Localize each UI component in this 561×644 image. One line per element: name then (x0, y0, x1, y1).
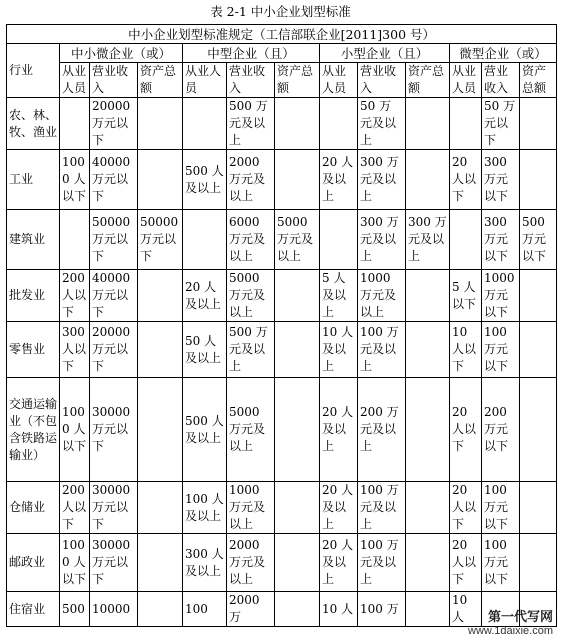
value-cell: 5 人及以上 (320, 270, 358, 322)
subheader-cell: 营业收入 (90, 63, 138, 98)
table-body (7, 98, 557, 627)
value-cell (275, 378, 320, 482)
subheader-cell: 资产总额 (275, 63, 320, 98)
value-cell (138, 322, 183, 378)
industry-cell: 批发业 (7, 270, 60, 322)
subheader-cell: 从业人员 (183, 63, 227, 98)
value-cell: 20 人以下 (450, 534, 482, 592)
group-header-medium: 中型企业（且） (183, 44, 320, 63)
value-cell: 20 人以下 (450, 482, 482, 534)
value-cell (138, 378, 183, 482)
value-cell: 300 万元及以上 (406, 210, 450, 270)
value-cell: 1000 万元及以上 (227, 482, 275, 534)
value-cell: 1000 万元以下 (482, 270, 520, 322)
table-row (7, 378, 557, 482)
subheader-cell: 营业收入 (227, 63, 275, 98)
value-cell (406, 592, 450, 627)
value-cell: 200 人以下 (60, 270, 90, 322)
industry-cell: 交通运输业（不包含铁路运输业） (7, 378, 60, 482)
value-cell: 40000 万元以下 (90, 150, 138, 210)
value-cell: 10 人 (450, 592, 482, 627)
value-cell (406, 378, 450, 482)
value-cell: 10 人 (320, 592, 358, 627)
subheader-cell: 从业人员 (60, 63, 90, 98)
value-cell: 50000 万元以下 (90, 210, 138, 270)
value-cell (275, 150, 320, 210)
value-cell: 5 人以下 (450, 270, 482, 322)
industry-cell: 建筑业 (7, 210, 60, 270)
value-cell (138, 270, 183, 322)
value-cell: 50 万元以下 (482, 98, 520, 150)
value-cell (520, 378, 557, 482)
value-cell (60, 98, 90, 150)
value-cell: 20 人及以上 (320, 534, 358, 592)
value-cell: 20 人以下 (450, 150, 482, 210)
value-cell: 20 人及以上 (320, 150, 358, 210)
watermark-url: www.1daixie.com (468, 625, 553, 637)
table-row (7, 534, 557, 592)
value-cell (138, 98, 183, 150)
industry-cell: 农、林、牧、渔业 (7, 98, 60, 150)
value-cell: 500 (60, 592, 90, 627)
value-cell: 300 人以下 (60, 322, 90, 378)
value-cell: 100 万元以下 (482, 322, 520, 378)
watermark-name: 第一代写网 (487, 609, 553, 624)
value-cell: 5000 万元及以上 (275, 210, 320, 270)
value-cell (406, 98, 450, 150)
industry-header: 行业 (7, 44, 60, 98)
table-row (7, 210, 557, 270)
value-cell: 20000 万元以下 (90, 98, 138, 150)
subheader-cell: 资产总额 (520, 63, 557, 98)
value-cell (138, 592, 183, 627)
value-cell: 50 人及以上 (183, 322, 227, 378)
value-cell: 500 万元及以上 (227, 98, 275, 150)
value-cell: 500 万元以下 (520, 210, 557, 270)
value-cell (520, 322, 557, 378)
table-row (7, 98, 557, 150)
value-cell: 20 人及以上 (320, 482, 358, 534)
value-cell: 10 人以下 (450, 322, 482, 378)
value-cell: 20 人以下 (450, 378, 482, 482)
value-cell: 50000 万元以下 (138, 210, 183, 270)
value-cell (275, 482, 320, 534)
value-cell: 1000 万元及以上 (358, 270, 406, 322)
value-cell (183, 98, 227, 150)
value-cell (275, 534, 320, 592)
value-cell (60, 210, 90, 270)
group-header-micro: 微型企业（或） (450, 44, 557, 63)
value-cell (520, 98, 557, 150)
value-cell: 300 万元及以上 (358, 150, 406, 210)
subheader-cell: 资产总额 (138, 63, 183, 98)
value-cell (450, 210, 482, 270)
value-cell (320, 210, 358, 270)
value-cell: 100 万元及以上 (358, 322, 406, 378)
value-cell: 100 万元以下 (482, 534, 520, 592)
subheader-cell: 从业人员 (320, 63, 358, 98)
value-cell (183, 210, 227, 270)
value-cell (320, 98, 358, 150)
value-cell: 10 人及以上 (320, 322, 358, 378)
value-cell (138, 482, 183, 534)
value-cell: 20 人及以上 (183, 270, 227, 322)
value-cell: 5000 万元及以上 (227, 270, 275, 322)
value-cell (406, 270, 450, 322)
value-cell: 20 人及以上 (320, 378, 358, 482)
sme-classification-table (6, 24, 557, 627)
table-row (7, 322, 557, 378)
value-cell: 1000 人以下 (60, 150, 90, 210)
subheader-cell: 从业人员 (450, 63, 482, 98)
group-header-sme: 中小微企业（或） (60, 44, 183, 63)
industry-cell: 邮政业 (7, 534, 60, 592)
value-cell: 30000 万元以下 (90, 378, 138, 482)
table-row (7, 270, 557, 322)
industry-cell: 工业 (7, 150, 60, 210)
value-cell: 30000 万元以下 (90, 534, 138, 592)
value-cell: 6000 万元及以上 (227, 210, 275, 270)
value-cell (450, 98, 482, 150)
value-cell (275, 270, 320, 322)
value-cell (406, 534, 450, 592)
value-cell: 200 人以下 (60, 482, 90, 534)
value-cell: 30000 万元以下 (90, 482, 138, 534)
industry-cell: 零售业 (7, 322, 60, 378)
value-cell: 500 人及以上 (183, 378, 227, 482)
value-cell: 100 人及以上 (183, 482, 227, 534)
value-cell: 100 (183, 592, 227, 627)
subheader-cell: 营业收入 (482, 63, 520, 98)
industry-cell: 仓储业 (7, 482, 60, 534)
value-cell: 300 万元及以上 (358, 210, 406, 270)
value-cell (275, 592, 320, 627)
value-cell: 100 万元以下 (482, 482, 520, 534)
value-cell: 300 万元以下 (482, 150, 520, 210)
group-header-small: 小型企业（且） (320, 44, 450, 63)
table-title: 中小企业划型标准规定（工信部联企业[2011]300 号） (7, 25, 557, 44)
value-cell: 1000 人以下 (60, 378, 90, 482)
value-cell: 300 人及以上 (183, 534, 227, 592)
value-cell: 500 万元及以上 (227, 322, 275, 378)
subheader-cell: 资产总额 (406, 63, 450, 98)
watermark (468, 610, 553, 638)
table-row (7, 482, 557, 534)
value-cell (138, 534, 183, 592)
value-cell: 20000 万元以下 (90, 322, 138, 378)
value-cell: 40000 万元以下 (90, 270, 138, 322)
value-cell (520, 270, 557, 322)
value-cell: 50 万元及以上 (358, 98, 406, 150)
value-cell: 100 万 (358, 592, 406, 627)
table-row (7, 150, 557, 210)
value-cell: 100 万元及以上 (358, 534, 406, 592)
value-cell: 2000 万元及以上 (227, 150, 275, 210)
subheader-cell: 营业收入 (358, 63, 406, 98)
value-cell (520, 534, 557, 592)
value-cell (406, 322, 450, 378)
value-cell: 200 万元及以上 (358, 378, 406, 482)
value-cell: 1000 人以下 (60, 534, 90, 592)
value-cell (138, 150, 183, 210)
value-cell: 5000 万元及以上 (227, 378, 275, 482)
industry-cell: 住宿业 (7, 592, 60, 627)
value-cell: 500 人及以上 (183, 150, 227, 210)
value-cell: 2000 万元及以上 (227, 534, 275, 592)
value-cell (406, 150, 450, 210)
value-cell (520, 150, 557, 210)
value-cell (275, 98, 320, 150)
table-caption: 表 2-1 中小企业划型标准 (210, 4, 351, 19)
value-cell (275, 322, 320, 378)
value-cell (406, 482, 450, 534)
value-cell (520, 482, 557, 534)
value-cell: 2000 万 (227, 592, 275, 627)
value-cell: 200 万元以下 (482, 378, 520, 482)
value-cell: 10000 (90, 592, 138, 627)
value-cell: 300 万元以下 (482, 210, 520, 270)
subheader-row (7, 63, 557, 98)
value-cell: 100 万元及以上 (358, 482, 406, 534)
